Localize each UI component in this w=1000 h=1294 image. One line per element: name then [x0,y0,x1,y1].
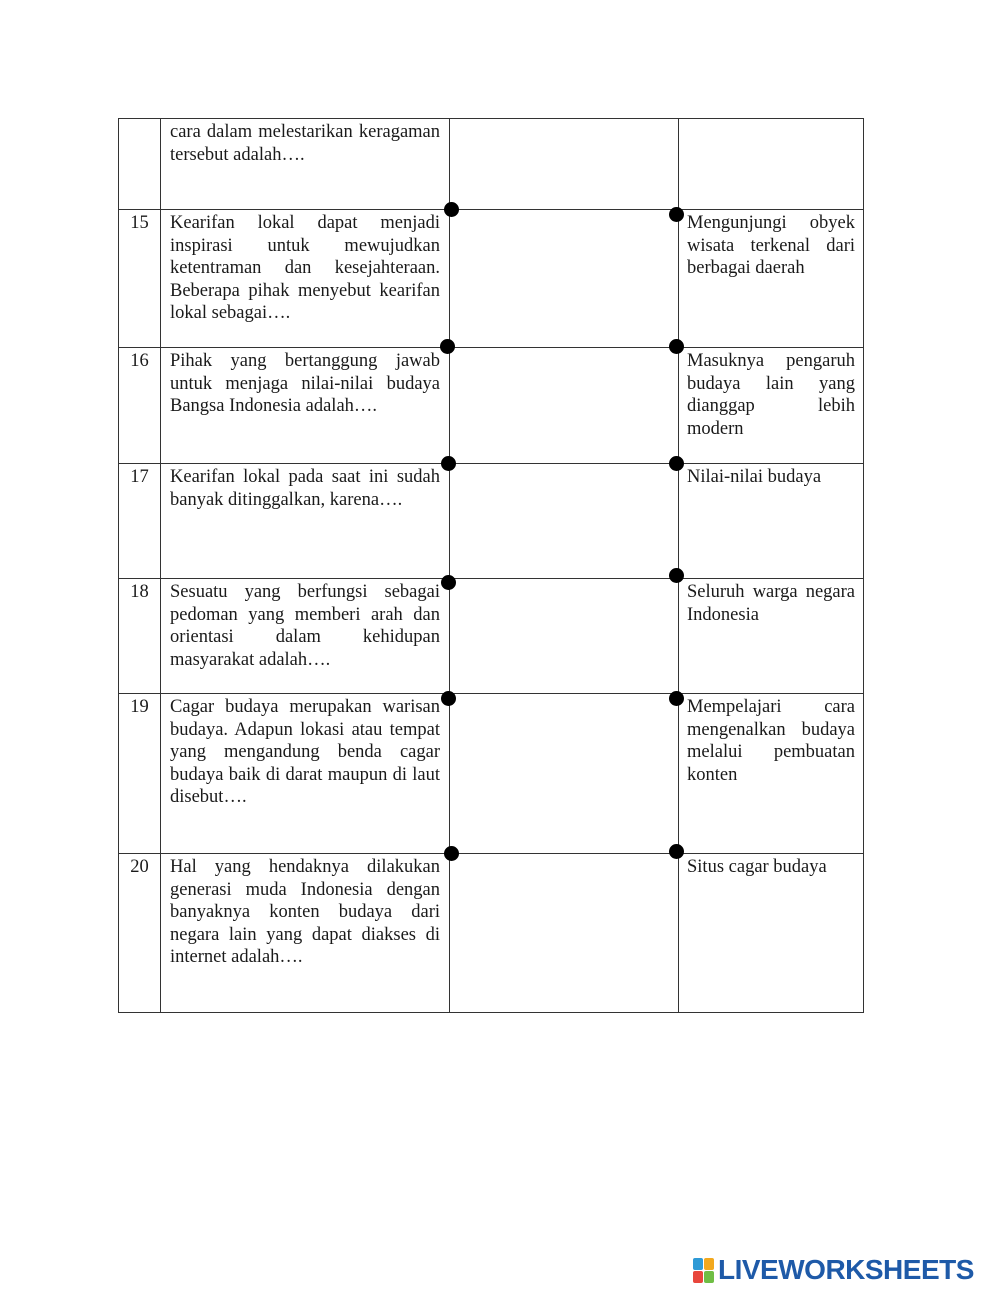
question-number: 16 [119,348,161,464]
question-text: Cagar budaya merupakan warisan budaya. Adapun lokasi atau tempat yang mengandung benda cagar budaya baik di darat maupun di laut disebut…. [170,697,440,807]
option-text: Masuknya pengaruh budaya lain yang dianggap lebih modern [687,351,855,439]
option-15-match-dot[interactable] [669,207,684,222]
answer-space [450,119,679,210]
question-text: Pihak yang bertanggung jawab untuk menjaga nilai-nilai budaya Bangsa Indonesia adalah…. [170,351,440,416]
table-row [119,119,864,210]
option-cell [679,854,864,1013]
liveworksheets-logo [693,1256,974,1284]
option-text [679,119,863,121]
option-18-match-dot[interactable] [669,568,684,583]
option-cell [679,210,864,348]
question-20-match-dot[interactable] [444,846,459,861]
question-17-match-dot[interactable] [441,456,456,471]
question-cell [161,694,450,854]
option-text: Seluruh warga negara Indonesia [687,582,855,625]
answer-space [450,464,679,579]
question-cell [161,210,450,348]
answer-space [450,210,679,348]
question-number: 18 [119,579,161,694]
question-text: Hal yang hendaknya dilakukan generasi muda Indonesia dengan banyaknya konten budaya dari negara lain yang dapat diakses di internet adalah…. [170,857,440,967]
brand-mark-tile [704,1271,714,1283]
question-number [119,119,161,210]
brand-mark-tile [693,1271,703,1283]
answer-space [450,694,679,854]
table-row [119,464,864,579]
option-20-match-dot[interactable] [669,844,684,859]
answer-space [450,854,679,1013]
option-text: Situs cagar budaya [687,857,827,877]
option-text: Mengunjungi obyek wisata terkenal dari berbagai daerah [687,213,855,278]
option-cell [679,348,864,464]
table-row [119,210,864,348]
brand-name: LIVEWORKSHEETS [718,1254,974,1285]
table-row [119,854,864,1013]
option-cell [679,464,864,579]
question-19-match-dot[interactable] [441,691,456,706]
question-text: Sesuatu yang berfungsi sebagai pedoman yang memberi arah dan orientasi dalam kehidupan masyarakat adalah…. [170,582,440,670]
question-text: cara dalam melestarikan keragaman tersebut adalah…. [170,122,440,165]
table-row [119,694,864,854]
brand-mark-tile [693,1258,703,1270]
question-cell [161,854,450,1013]
question-18-match-dot[interactable] [441,575,456,590]
question-cell [161,464,450,579]
question-number: 17 [119,464,161,579]
option-16-match-dot[interactable] [669,339,684,354]
question-cell [161,348,450,464]
answer-space [450,579,679,694]
question-number: 20 [119,854,161,1013]
question-number: 15 [119,210,161,348]
option-cell [679,579,864,694]
matching-table [118,118,864,1013]
question-text: Kearifan lokal pada saat ini sudah banyak ditinggalkan, karena…. [170,467,440,510]
question-text: Kearifan lokal dapat menjadi inspirasi untuk mewujudkan ketentraman dan kesejahteraan. Beberapa pihak menyebut kearifan lokal sebagai…. [170,213,440,323]
question-number: 19 [119,694,161,854]
option-text: Mempelajari cara mengenalkan budaya melalui pembuatan konten [687,697,855,785]
option-text: Nilai-nilai budaya [687,467,822,487]
option-17-match-dot[interactable] [669,456,684,471]
question-15-match-dot[interactable] [444,202,459,217]
brand-mark-tile [704,1258,714,1270]
question-cell [161,579,450,694]
table-row [119,348,864,464]
table-row [119,579,864,694]
option-cell [679,694,864,854]
option-19-match-dot[interactable] [669,691,684,706]
matching-worksheet [118,118,863,1012]
question-16-match-dot[interactable] [440,339,455,354]
question-cell [161,119,450,210]
brand-mark-icon [693,1258,714,1283]
answer-space [450,348,679,464]
option-cell [679,119,864,210]
